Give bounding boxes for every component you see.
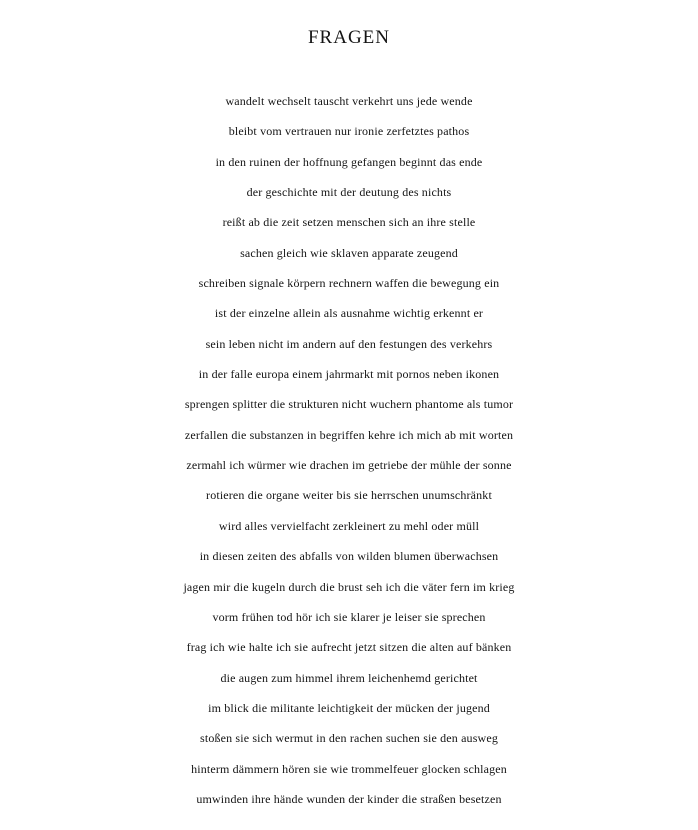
poem-title: FRAGEN — [307, 27, 390, 48]
poem-line: jagen mir die kugeln durch die brust seh ich die väter fern im krieg — [183, 579, 515, 594]
poem-line: zermahl ich würmer wie drachen im getriebe der mühle der sonne — [186, 458, 512, 473]
poem-line: sein leben nicht im andern auf den festungen des verkehrs — [205, 336, 493, 351]
poem-line: in diesen zeiten des abfalls von wilden blumen überwachsen — [199, 549, 499, 564]
poem-line: in der falle europa einem jahrmarkt mit pornos neben ikonen — [198, 367, 500, 382]
poem-line: ist der einzelne allein als ausnahme wichtig erkennt er — [214, 306, 484, 321]
poem-line: in den ruinen der hoffnung gefangen beginnt das ende — [215, 154, 483, 169]
poem-line: sprengen splitter die strukturen nicht wuchern phantome als tumor — [184, 397, 514, 412]
poem-line: vorm frühen tod hör ich sie klarer je leiser sie sprechen — [212, 609, 486, 624]
poem-line: hinterm dämmern hören sie wie trommelfeuer glocken schlagen — [191, 761, 507, 776]
poem-line: im blick die militante leichtigkeit der mücken der jugend — [208, 700, 490, 715]
poem-line: frag ich wie halte ich sie aufrecht jetzt sitzen die alten auf bänken — [186, 640, 512, 655]
poem-line: reißt ab die zeit setzen menschen sich an ihre stelle — [222, 215, 476, 230]
poem-line: wird alles vervielfacht zerkleinert zu mehl oder müll — [218, 518, 480, 533]
poem-line: umwinden ihre hände wunden der kinder die straßen besetzen — [196, 791, 502, 806]
poem-line: schreiben signale körpern rechnern waffen die bewegung ein — [198, 276, 500, 291]
poem-line: wandelt wechselt tauscht verkehrt uns jede wende — [225, 94, 473, 108]
poem-line: zerfallen die substanzen in begriffen kehre ich mich ab mit worten — [184, 427, 514, 442]
poem-line: der geschichte mit der deutung des nichts — [246, 185, 452, 200]
poem-body — [0, 86, 698, 814]
poem-line: die augen zum himmel ihrem leichenhemd gerichtet — [220, 670, 478, 685]
poem-line: rotieren die organe weiter bis sie herrschen unumschränkt — [206, 488, 492, 503]
poem-line: sachen gleich wie sklaven apparate zeugend — [240, 245, 458, 260]
poem-line: stoßen sie sich wermut in den rachen suchen sie den ausweg — [200, 731, 498, 746]
poem-line: bleibt vom vertrauen nur ironie zerfetztes pathos — [228, 124, 470, 139]
